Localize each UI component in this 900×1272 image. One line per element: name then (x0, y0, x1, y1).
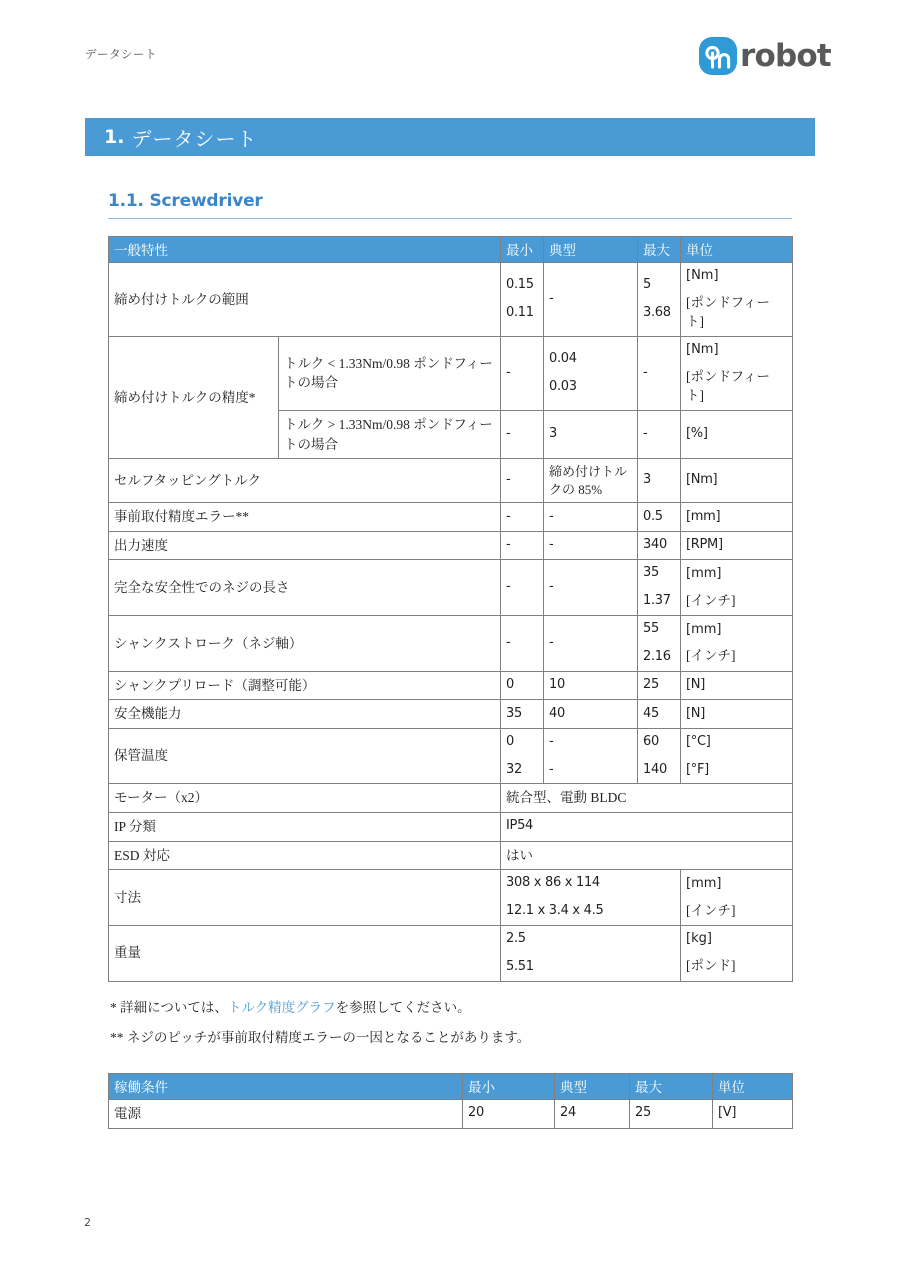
column-header-characteristic: 一般特性 (109, 237, 501, 263)
cell-max: 35 1.37 (638, 560, 681, 616)
cell-min: 0 32 (501, 728, 544, 784)
cell-min: - (501, 503, 544, 532)
row-label-screw-length: 完全な安全性でのネジの長さ (109, 560, 501, 616)
table-row (109, 263, 793, 337)
row-label-torque-range: 締め付けトルクの範囲 (109, 263, 501, 337)
cell-typ: - (544, 503, 638, 532)
table-row (109, 459, 793, 503)
cell-max: 55 2.16 (638, 615, 681, 671)
cell-min: - (501, 336, 544, 410)
cell-typ: - (544, 615, 638, 671)
column-header-unit: 単位 (681, 237, 793, 263)
section-heading: 1.1. Screwdriver (108, 191, 792, 219)
cell-typ: 3 (544, 410, 638, 458)
chapter-number: 1. (104, 126, 125, 148)
row-label-dimensions: 寸法 (109, 870, 501, 926)
cell-max: - (638, 336, 681, 410)
table-row (109, 700, 793, 729)
cell-typ: - (544, 560, 638, 616)
column-header-min: 最小 (501, 237, 544, 263)
row-label-motor: モーター（x2） (109, 784, 501, 813)
table-header-row (109, 237, 793, 263)
row-label-storage-temperature: 保管温度 (109, 728, 501, 784)
cell-max: 25 (630, 1100, 713, 1129)
cell-typ: 締め付けトルクの 85% (544, 459, 638, 503)
cell-min: - (501, 615, 544, 671)
table-row (109, 925, 793, 981)
row-label-power-supply: 電源 (109, 1100, 463, 1129)
cell-max: 60 140 (638, 728, 681, 784)
row-label-safety-force: 安全機能力 (109, 700, 501, 729)
cell-unit: [N] (681, 671, 793, 700)
cell-esd-value: はい (501, 841, 793, 870)
table-row (109, 841, 793, 870)
cell-min: - (501, 531, 544, 560)
table-row (109, 870, 793, 926)
cell-min: 20 (463, 1100, 555, 1129)
table-row (109, 1100, 793, 1129)
cell-min: 0.15 0.11 (501, 263, 544, 337)
cell-weight-value: 2.5 5.51 (501, 925, 681, 981)
column-header-typical: 典型 (555, 1074, 630, 1100)
cell-max: 3 (638, 459, 681, 503)
cell-min: 0 (501, 671, 544, 700)
cell-max: 5 3.68 (638, 263, 681, 337)
chapter-title: データシート (131, 128, 258, 151)
cell-ip-value: IP54 (501, 813, 793, 842)
footnote-single-asterisk (110, 999, 800, 1018)
column-header-max: 最大 (638, 237, 681, 263)
table-row (109, 560, 793, 616)
table-row (109, 784, 793, 813)
table-header-row (109, 1074, 793, 1100)
cell-typ: 0.04 0.03 (544, 336, 638, 410)
cell-typ: - - (544, 728, 638, 784)
footnote-prefix: * 詳細については、 (110, 1000, 228, 1015)
cell-max: 45 (638, 700, 681, 729)
row-label-weight: 重量 (109, 925, 501, 981)
row-label-ip-class: IP 分類 (109, 813, 501, 842)
cell-typ: 40 (544, 700, 638, 729)
row-label-self-tapping-torque: セルフタッピングトルク (109, 459, 501, 503)
row-label-premount-error: 事前取付精度エラー** (109, 503, 501, 532)
table-row (109, 531, 793, 560)
footnote-double-asterisk: ** ネジのピッチが事前取付精度エラーの一因となることがあります。 (110, 1029, 531, 1045)
footnote-suffix: を参照してください。 (335, 1000, 471, 1015)
running-header-title: データシート (85, 49, 157, 61)
table-row (109, 503, 793, 532)
logo-wordmark: robot (740, 37, 831, 74)
sub-label-torque-above: トルク > 1.33Nm/0.98 ポンドフィートの場合 (279, 410, 501, 458)
cell-typ: - (544, 263, 638, 337)
cell-max: 340 (638, 531, 681, 560)
page-number: 2 (84, 1216, 91, 1229)
cell-unit: [RPM] (681, 531, 793, 560)
onrobot-logo (698, 36, 831, 76)
column-header-operating-condition: 稼働条件 (109, 1074, 463, 1100)
cell-unit: [Nm] [ポンドフィート] (681, 263, 793, 337)
row-label-torque-accuracy: 締め付けトルクの精度* (109, 336, 279, 458)
table-row (109, 671, 793, 700)
cell-typ: - (544, 531, 638, 560)
cell-unit: [mm] [インチ] (681, 560, 793, 616)
table-row (109, 728, 793, 784)
cell-dimensions-value: 308 x 86 x 114 12.1 x 3.4 x 4.5 (501, 870, 681, 926)
cell-max: - (638, 410, 681, 458)
footnotes (110, 999, 800, 1059)
row-label-shank-stroke: シャンクストローク（ネジ軸） (109, 615, 501, 671)
general-specifications-table (108, 236, 793, 982)
cell-min: 35 (501, 700, 544, 729)
cell-unit: [N] (681, 700, 793, 729)
row-label-esd: ESD 対応 (109, 841, 501, 870)
column-header-unit: 単位 (713, 1074, 793, 1100)
chapter-banner (85, 118, 815, 156)
cell-typ: 24 (555, 1100, 630, 1129)
cell-unit: [kg] [ポンド] (681, 925, 793, 981)
cell-min: - (501, 560, 544, 616)
cell-min: - (501, 459, 544, 503)
cell-unit: [mm] [インチ] (681, 870, 793, 926)
cell-typ: 10 (544, 671, 638, 700)
cell-min: - (501, 410, 544, 458)
cell-unit: [mm] (681, 503, 793, 532)
table-row (109, 813, 793, 842)
row-label-output-speed: 出力速度 (109, 531, 501, 560)
table-row (109, 615, 793, 671)
cell-unit: [Nm] [ポンドフィート] (681, 336, 793, 410)
cell-unit: [°C] [°F] (681, 728, 793, 784)
column-header-min: 最小 (463, 1074, 555, 1100)
cell-max: 25 (638, 671, 681, 700)
cell-unit: [%] (681, 410, 793, 458)
operating-conditions-table (108, 1073, 793, 1129)
cell-motor-value: 統合型、電動 BLDC (501, 784, 793, 813)
column-header-max: 最大 (630, 1074, 713, 1100)
cell-unit: [mm] [インチ] (681, 615, 793, 671)
on-logo-mark-icon (698, 36, 738, 76)
sub-label-torque-below: トルク < 1.33Nm/0.98 ポンドフィートの場合 (279, 336, 501, 410)
cell-unit: [Nm] (681, 459, 793, 503)
table-row (109, 336, 793, 410)
row-label-shank-preload: シャンクプリロード（調整可能） (109, 671, 501, 700)
column-header-typical: 典型 (544, 237, 638, 263)
cell-max: 0.5 (638, 503, 681, 532)
cell-unit: [V] (713, 1100, 793, 1129)
torque-accuracy-graph-link[interactable]: トルク精度グラフ (227, 1000, 336, 1015)
